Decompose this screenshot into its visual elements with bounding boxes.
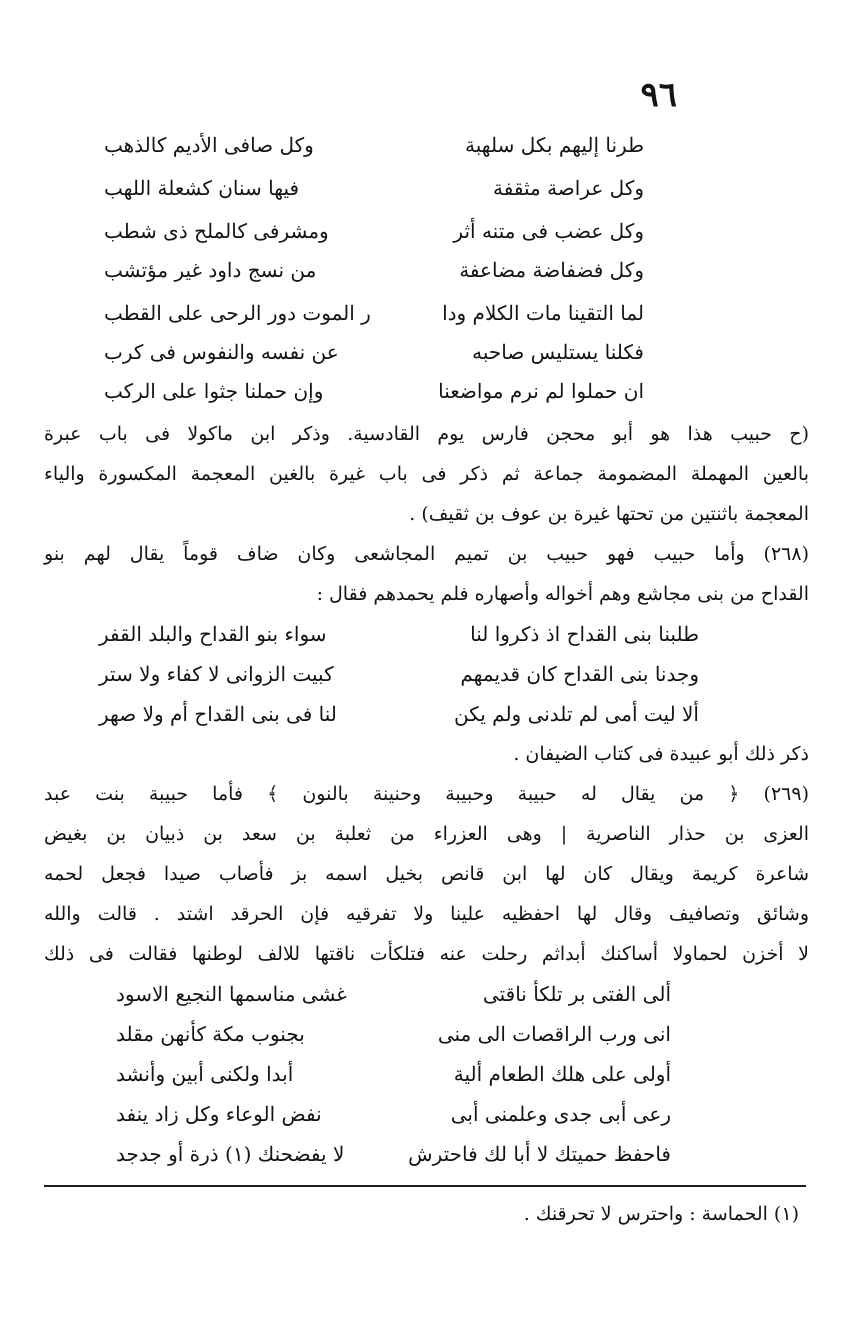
verse-first-hemistich: طرنا إليهم بكل سلهبة	[464, 133, 644, 157]
verse-second-hemistich: وكل صافى الأديم كالذهب	[104, 133, 314, 157]
page-number: ٩٦	[640, 75, 677, 115]
verse-second-hemistich: سواء بنو القداح والبلد القفر	[99, 622, 327, 646]
verse-first-hemistich: وكل فضفاضة مضاعفة	[459, 258, 644, 282]
paragraph-line: بالعين المهملة المضمومة جماعة ثم ذكر فى باب غيرة بالغين المعجمة المكسورة والياء	[44, 463, 809, 485]
paragraph-line: القداح من بنى مجاشع وهم أخواله وأصهاره فلم يحمدهم فقال :	[316, 583, 809, 605]
verse-line	[104, 371, 644, 411]
verse-second-hemistich: وإن حملنا جثوا على الركب	[104, 379, 324, 403]
verse-first-hemistich: وجدنا بنى القداح كان قديمهم	[460, 662, 699, 686]
paragraph-line: ذكر ذلك أبو عبيدة فى كتاب الضيفان .	[513, 743, 809, 765]
verse-line	[104, 211, 644, 251]
verse-first-hemistich: وكل عضب فى متنه أثر	[453, 219, 644, 243]
verse-line	[99, 654, 699, 694]
verse-first-hemistich: رعى أبى جدى وعلمنى أبى	[450, 1102, 671, 1126]
verse-first-hemistich: ان حملوا لم نرم مواضعنا	[438, 379, 644, 403]
verse-line	[104, 125, 644, 165]
footnote: (١) الحماسة : واحترس لا تحرقنك .	[523, 1203, 799, 1225]
paragraph-line: المعجمة باثنتين من تحتها غيرة بن عوف بن ثقيف) .	[409, 503, 809, 525]
verse-first-hemistich: فاحفظ حميتك لا أبا لك فاحترش	[408, 1142, 671, 1166]
verse-second-hemistich: من نسج داود غير مؤتشب	[104, 258, 317, 282]
paragraph-line: (ح حبيب هذا هو أبو محجن فارس يوم القادسية. وذكر ابن ماكولا فى باب عبرة	[44, 423, 809, 445]
verse-first-hemistich: أولى على هلك الطعام ألية	[453, 1062, 671, 1086]
verse-second-hemistich: فيها سنان كشعلة اللهب	[104, 176, 300, 200]
verse-second-hemistich: كبيت الزوانى لا كفاء ولا ستر	[99, 662, 334, 686]
footnote-divider	[44, 1185, 806, 1187]
paragraph-line: وشائق وتصافيف وقال لها احفظيه علينا ولا تفرقيه فإن الحرقد اشتد . قالت والله	[44, 903, 809, 925]
verse-second-hemistich: نفض الوعاء وكل زاد ينفد	[116, 1102, 322, 1126]
verse-line	[104, 332, 644, 372]
verse-first-hemistich: فكلنا يستليس صاحبه	[472, 340, 644, 364]
paragraph-line: العزى بن حذار الناصرية | وهى العزراء من ثعلبة بن سعد بن ذبيان بن بغيض	[44, 823, 809, 845]
verse-line	[99, 614, 699, 654]
verse-second-hemistich: لا يفضحنك (١) ذرة أو جدجد	[116, 1142, 345, 1166]
verse-line	[104, 293, 644, 333]
paragraph-line: لا أخزن لحماولا أساكنك أبداثم رحلت عنه فتلكأت ناقتها للالف لوطنها فقالت فى ذلك	[44, 943, 809, 965]
verse-second-hemistich: ومشرفى كالملح ذى شطب	[104, 219, 329, 243]
paragraph-line: (٢٦٩) ﴿ من يقال له حبيبة وحبيبة وحنينة بالنون ﴾ فأما حبيبة بنت عبد	[44, 783, 809, 805]
verse-second-hemistich: لنا فى بنى القداح أم ولا صهر	[99, 702, 337, 726]
verse-first-hemistich: لما التقينا مات الكلام ودا	[442, 301, 644, 325]
verse-line	[116, 1134, 671, 1174]
verse-line	[99, 694, 699, 734]
verse-first-hemistich: انى ورب الراقصات الى منى	[437, 1022, 671, 1046]
verse-line	[104, 250, 644, 290]
verse-second-hemistich: بجنوب مكة كأنهن مقلد	[116, 1022, 305, 1046]
verse-line	[116, 974, 671, 1014]
verse-line	[116, 1014, 671, 1054]
verse-second-hemistich: عن نفسه والنفوس فى كرب	[104, 340, 339, 364]
verse-line	[116, 1094, 671, 1134]
verse-line	[116, 1054, 671, 1094]
verse-first-hemistich: وكل عراصة مثقفة	[493, 176, 644, 200]
verse-second-hemistich: ر الموت دور الرحى على القطب	[104, 301, 371, 325]
verse-first-hemistich: طلبنا بنى القداح اذ ذكروا لنا	[470, 622, 699, 646]
verse-first-hemistich: ألا ليت أمى لم تلدنى ولم يكن	[453, 702, 699, 726]
verse-first-hemistich: ألى الفتى بر تلكأ ناقتى	[482, 982, 671, 1006]
verse-line	[104, 168, 644, 208]
paragraph-line: (٢٦٨) وأما حبيب فهو حبيب بن تميم المجاشعى وكان ضاف قوماً يقال لهم بنو	[44, 543, 809, 565]
paragraph-line: شاعرة كريمة ويقال كان لها ابن قانص بخيل اسمه بز فأصاب صيدا فجعل لحمه	[44, 863, 809, 885]
verse-second-hemistich: غشى مناسمها النجيع الاسود	[116, 982, 347, 1006]
verse-second-hemistich: أبدا ولكنى أبين وأنشد	[116, 1062, 294, 1086]
